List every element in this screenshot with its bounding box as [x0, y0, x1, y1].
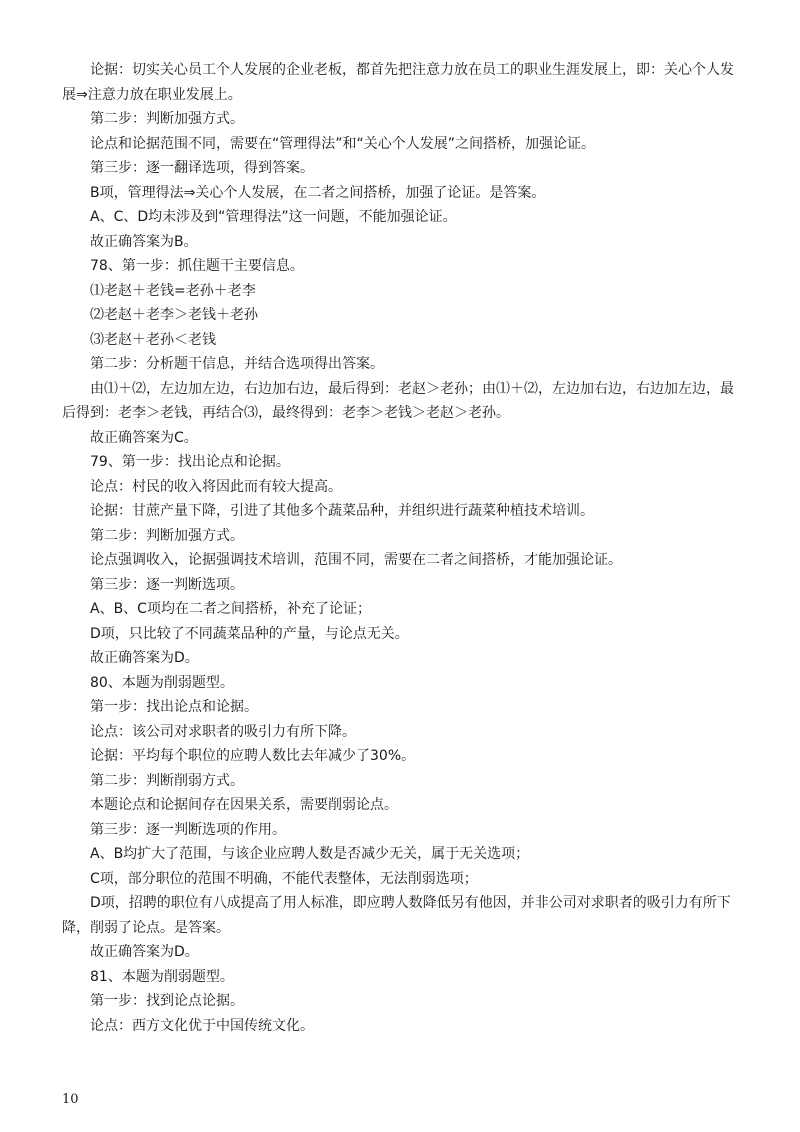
text-line: 论点和论据范围不同，需要在“管理得法”和“关心个人发展”之间搭桥，加强论证。	[90, 135, 596, 152]
text-paragraph: D项，招聘的职位有八成提高了用人标准，即应聘人数降低另有他因，并非公司对求职者的吸引力有所下降，削弱了论点。是答案。	[62, 895, 731, 936]
page-body	[62, 58, 742, 1038]
text-line: 第三步：逐一判断选项。	[90, 576, 244, 593]
text-line: 论据：平均每个职位的应聘人数比去年减少了30%。	[90, 748, 416, 764]
text-line: 论点强调收入，论据强调技术培训，范围不同，需要在二者之间搭桥，才能加强论证。	[90, 552, 622, 568]
text-line: C项，部分职位的范围不明确，不能代表整体，无法削弱选项；	[90, 870, 478, 887]
text-line: A、B均扩大了范围，与该企业应聘人数是否减少无关，属于无关选项；	[90, 846, 530, 862]
page-number: 10	[62, 1092, 79, 1107]
text-line: 故正确答案为C。	[90, 429, 198, 446]
text-line: 本题论点和论据间存在因果关系，需要削弱论点。	[90, 797, 398, 813]
text-line: 故正确答案为B。	[90, 233, 198, 250]
text-line: 80、本题为削弱题型。	[90, 674, 234, 691]
text-line: 第二步：判断加强方式。	[90, 527, 244, 544]
text-line: 第二步：判断削弱方式。	[90, 772, 244, 789]
text-line: 第一步：找出论点和论据。	[90, 699, 258, 715]
text-line: 第三步：逐一判断选项的作用。	[90, 821, 286, 838]
text-line: 79、第一步：找出论点和论据。	[90, 454, 290, 470]
text-line: ⑴老赵＋老钱=老孙＋老李	[90, 282, 256, 299]
text-paragraph: 论据：切实关心员工个人发展的企业老板，都首先把注意力放在员工的职业生涯发展上，即：关心个人发展⇒注意力放在职业发展上。	[62, 62, 734, 103]
text-line: 81、本题为削弱题型。	[90, 968, 234, 985]
text-line: ⑵老赵＋老李＞老钱＋老孙	[90, 307, 258, 323]
text-line: 故正确答案为D。	[90, 650, 199, 666]
text-line: D项，只比较了不同蔬菜品种的产量，与论点无关。	[90, 625, 409, 642]
text-line: 论点：该公司对求职者的吸引力有所下降。	[90, 723, 356, 740]
text-line: 78、第一步：抓住题干主要信息。	[90, 258, 304, 274]
text-line: 论据：甘蔗产量下降，引进了其他多个蔬菜品种，并组织进行蔬菜种植技术培训。	[90, 503, 594, 519]
text-line: B项，管理得法⇒关心个人发展，在二者之间搭桥，加强了论证。是答案。	[90, 184, 546, 201]
text-line: 第二步：分析题干信息，并结合选项得出答案。	[90, 356, 384, 372]
text-line: 第三步：逐一翻译选项，得到答案。	[90, 160, 314, 176]
text-line: A、B、C项均在二者之间搭桥，补充了论证；	[90, 601, 371, 617]
text-line: 故正确答案为D。	[90, 944, 199, 960]
text-paragraph: 由⑴＋⑵，左边加左边，右边加右边，最后得到：老赵＞老孙；由⑴＋⑵，左边加右边，右边加左边，最后得到：老李＞老钱，再结合⑶，最终得到：老李＞老钱＞老赵＞老孙。	[62, 380, 734, 421]
text-line: 论点：村民的收入将因此而有较大提高。	[90, 478, 342, 495]
text-line: 第二步：判断加强方式。	[90, 111, 244, 127]
text-line: 第一步：找到论点论据。	[90, 993, 244, 1009]
text-line: A、C、D均未涉及到“管理得法”这一问题，不能加强论证。	[90, 209, 457, 225]
text-line: ⑶老赵＋老孙＜老钱	[90, 331, 216, 348]
text-line: 论点：西方文化优于中国传统文化。	[90, 1017, 314, 1034]
